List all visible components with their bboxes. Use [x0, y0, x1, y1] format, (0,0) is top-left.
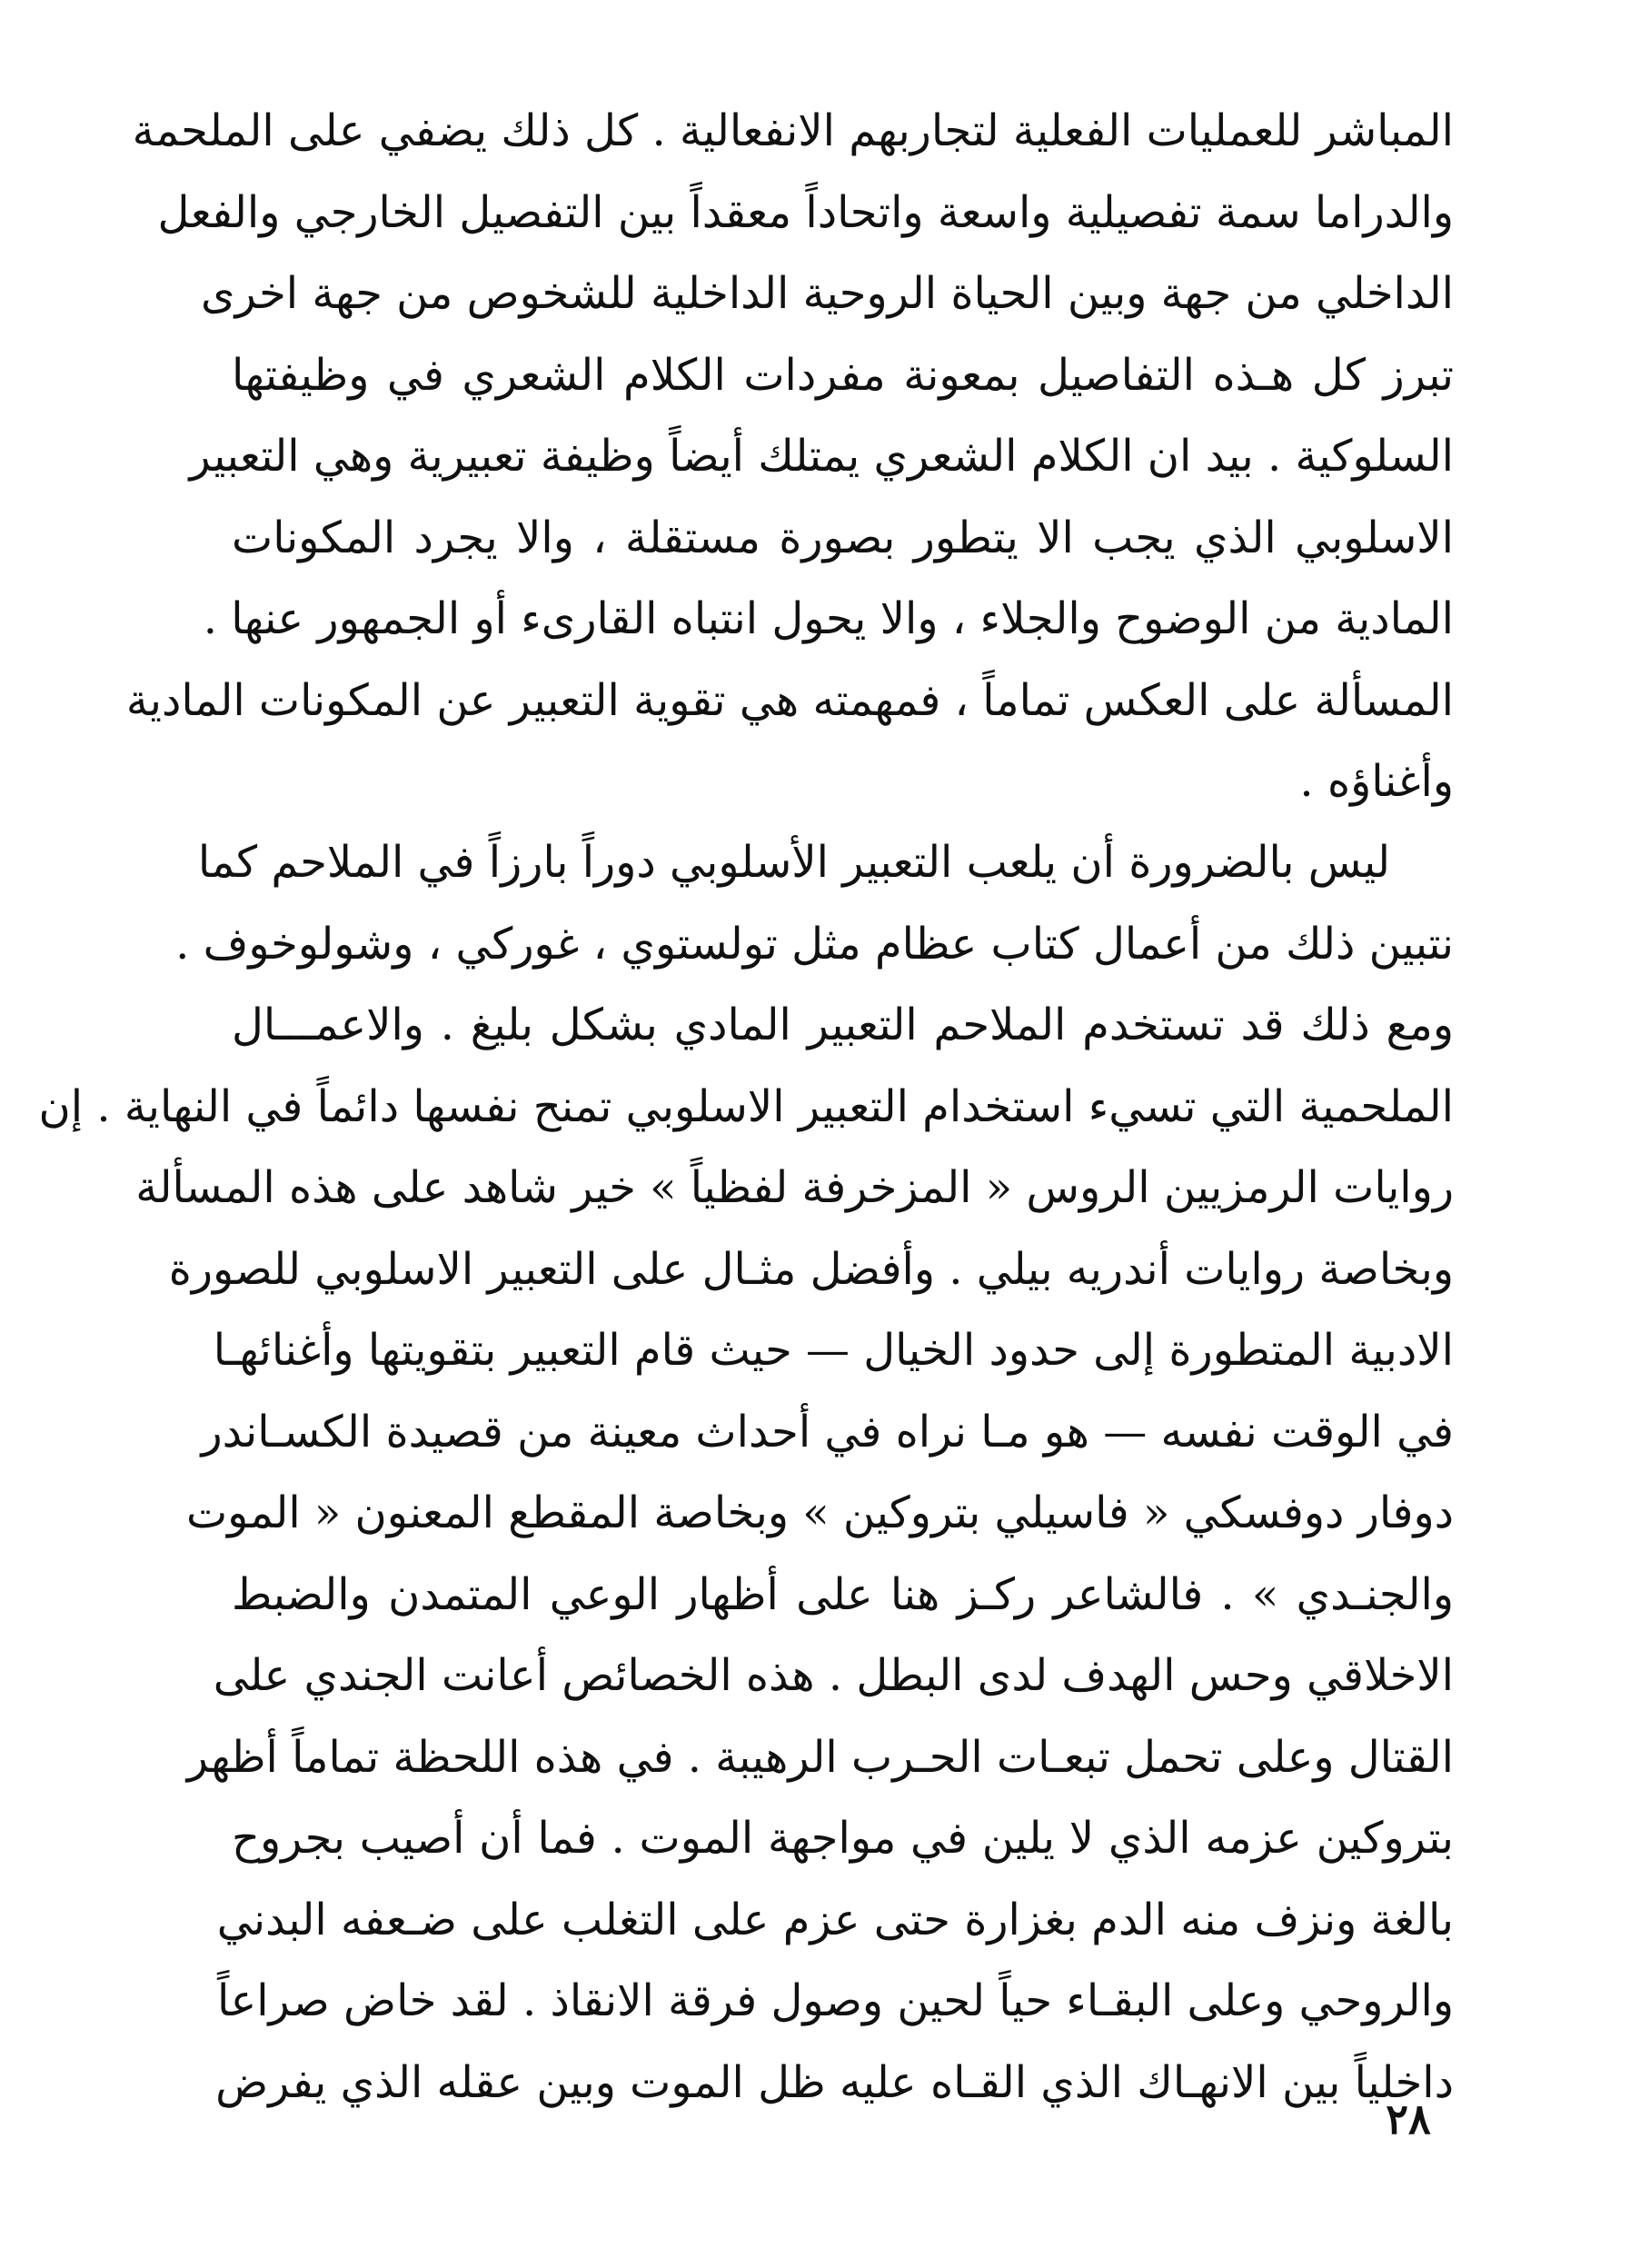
- text-line: تبرز كل هـذه التفاصيل بمعونة مفردات الكلام الشعري في وظيفتها: [232, 349, 1454, 401]
- text-line: المسألة على العكس تماماً ، فمهمته هي تقوية التعبير عن المكونات المادية: [125, 674, 1454, 726]
- paragraph-1: [125, 91, 1454, 823]
- text-line: المادية من الوضوح والجلاء ، والا يحول انتباه القارىء أو الجمهور عنها .: [203, 593, 1454, 644]
- text-line: وأغناؤه .: [1299, 756, 1454, 807]
- text-line: الاسلوبي الذي يجب الا يتطور بصورة مستقلة ، والا يجرد المكونات: [232, 512, 1454, 563]
- paragraph-2: [38, 822, 1454, 2124]
- text-line: وبخاصة روايات أندريه بيلي . وأفضل مثـال على التعبير الاسلوبي للصورة: [168, 1243, 1454, 1295]
- text-line: ومع ذلك قد تستخدم الملاحم التعبير المادي بشكل بليغ . والاعمـــال: [232, 1000, 1454, 1050]
- text-line: في الوقت نفسه — هو مـا نراه في أحداث معينة من قصيدة الكسـاندر: [201, 1406, 1454, 1457]
- text-line: الادبية المتطورة إلى حدود الخيال — حيث قام التعبير بتقويتها وأغنائهـا: [213, 1325, 1454, 1376]
- text-line: الملحمية التي تسيء استخدام التعبير الاسلوبي تمنح نفسها دائماً في النهاية . إن: [38, 1080, 1454, 1132]
- text-line: والروحي وعلى البقـاء حياً لحين وصول فرقة الانقاذ . لقد خاض صراعاً: [216, 1975, 1454, 2026]
- text-line: بتروكين عزمه الذي لا يلين في مواجهة الموت . فما أن أصيب بجروح: [232, 1813, 1454, 1864]
- text-line: والدراما سمة تفصيلية واسعة واتحاداً معقداً بين التفصيل الخارجي والفعل: [157, 186, 1454, 238]
- text-line: المباشر للعمليات الفعلية لتجاربهم الانفعالية . كل ذلك يضفي على الملحمة: [132, 105, 1454, 156]
- text-line: دوفار دوفسكي « فاسيلي بتروكين » وبخاصة المقطع المعنون « الموت: [185, 1487, 1454, 1538]
- text-line: داخلياً بين الانهـاك الذي القـاه عليه ظل الموت وبين عقله الذي يفرض: [215, 2056, 1454, 2108]
- text-line: نتبين ذلك من أعمال كتاب عظام مثل تولستوي ، غوركي ، وشولوخوف .: [175, 918, 1454, 970]
- text-line: الاخلاقي وحس الهدف لدى البطل . هذه الخصائص أعانت الجندي على: [213, 1650, 1454, 1701]
- text-line: بالغة ونزف منه الدم بغزارة حتى عزم على التغلب على ضـعفه البدني: [216, 1894, 1454, 1945]
- text-line: ليس بالضرورة أن يلعب التعبير الأسلوبي دوراً بارزاً في الملاحم كما: [197, 837, 1390, 888]
- text-line: روايات الرمزيين الروس « المزخرفة لفظياً » خير شاهد على هذه المسألة: [135, 1162, 1454, 1213]
- text-line: والجنـدي » . فالشاعر ركـز هنا على أظهار الوعي المتمدن والضبط: [232, 1568, 1454, 1620]
- text-line: الداخلي من جهة وبين الحياة الروحية الداخلية للشخوص من جهة اخرى: [201, 268, 1454, 319]
- text-line: القتال وعلى تحمل تبعـات الحـرب الرهيبة . في هذه اللحظة تماماً أظهر: [186, 1731, 1454, 1783]
- page-number: ٢٨: [1386, 2094, 1431, 2144]
- text-line: السلوكية . بيد ان الكلام الشعري يمتلك أيضاً وظيفة تعبيرية وهي التعبير: [189, 431, 1454, 482]
